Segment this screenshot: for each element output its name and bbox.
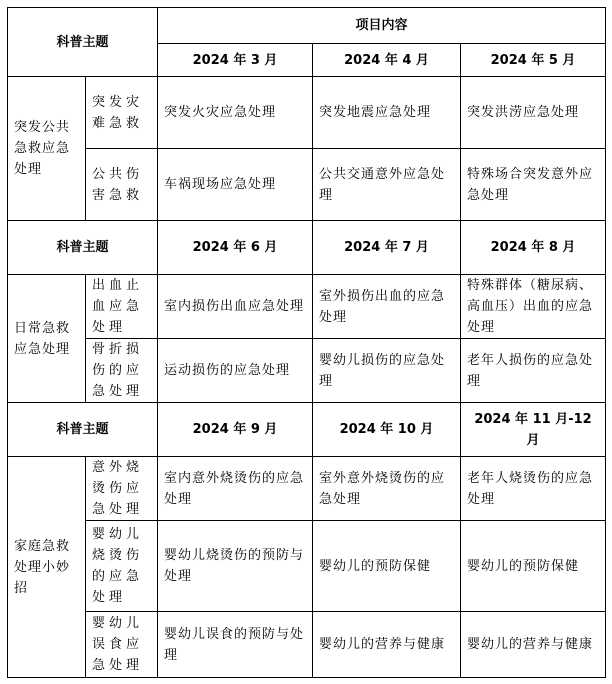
content-cell: 婴幼儿误食的预防与处理 (158, 612, 313, 678)
main-topic: 家庭急救处理小妙招 (8, 457, 86, 678)
content-cell: 特殊场合突发意外应急处理 (461, 149, 606, 221)
content-cell: 婴幼儿烧烫伤的预防与处理 (158, 521, 313, 612)
content-cell: 突发火灾应急处理 (158, 77, 313, 149)
main-topic: 日常急救应急处理 (8, 275, 86, 403)
content-cell: 婴幼儿损伤的应急处理 (313, 339, 461, 403)
month-header: 2024 年 5 月 (461, 44, 606, 77)
month-header: 2024 年 4 月 (313, 44, 461, 77)
sub-topic: 骨折损伤的应急处理 (86, 339, 158, 403)
content-cell: 车祸现场应急处理 (158, 149, 313, 221)
topic-header: 科普主题 (8, 221, 158, 275)
sub-topic: 意外烧烫伤应急处理 (86, 457, 158, 521)
content-cell: 室内损伤出血应急处理 (158, 275, 313, 339)
topic-header: 科普主题 (8, 8, 158, 77)
month-header: 2024 年 8 月 (461, 221, 606, 275)
sub-topic: 出血止血应急处理 (86, 275, 158, 339)
topic-header: 科普主题 (8, 403, 158, 457)
sub-topic: 突发灾难急救 (86, 77, 158, 149)
content-cell: 婴幼儿的预防保健 (461, 521, 606, 612)
content-cell: 室内意外烧烫伤的应急处理 (158, 457, 313, 521)
content-cell: 室外损伤出血的应急处理 (313, 275, 461, 339)
month-header: 2024 年 7 月 (313, 221, 461, 275)
main-topic: 突发公共急救应急处理 (8, 77, 86, 221)
content-cell: 公共交通意外应急处理 (313, 149, 461, 221)
sub-topic: 婴幼儿烧烫伤的应急处理 (86, 521, 158, 612)
sub-topic: 公共伤害急救 (86, 149, 158, 221)
sub-topic: 婴幼儿误食应急处理 (86, 612, 158, 678)
content-cell: 婴幼儿的预防保健 (313, 521, 461, 612)
month-header: 2024 年 10 月 (313, 403, 461, 457)
month-header: 2024 年 9 月 (158, 403, 313, 457)
content-header: 项目内容 (158, 8, 606, 44)
content-cell: 突发地震应急处理 (313, 77, 461, 149)
content-cell: 特殊群体（糖尿病、高血压）出血的应急处理 (461, 275, 606, 339)
month-header: 2024 年 6 月 (158, 221, 313, 275)
content-cell: 婴幼儿的营养与健康 (461, 612, 606, 678)
content-cell: 婴幼儿的营养与健康 (313, 612, 461, 678)
content-cell: 室外意外烧烫伤的应急处理 (313, 457, 461, 521)
content-cell: 运动损伤的应急处理 (158, 339, 313, 403)
month-header: 2024 年 3 月 (158, 44, 313, 77)
content-cell: 突发洪涝应急处理 (461, 77, 606, 149)
month-header: 2024 年 11 月-12 月 (461, 403, 606, 457)
schedule-table (7, 7, 606, 678)
content-cell: 老年人烧烫伤的应急处理 (461, 457, 606, 521)
content-cell: 老年人损伤的应急处理 (461, 339, 606, 403)
